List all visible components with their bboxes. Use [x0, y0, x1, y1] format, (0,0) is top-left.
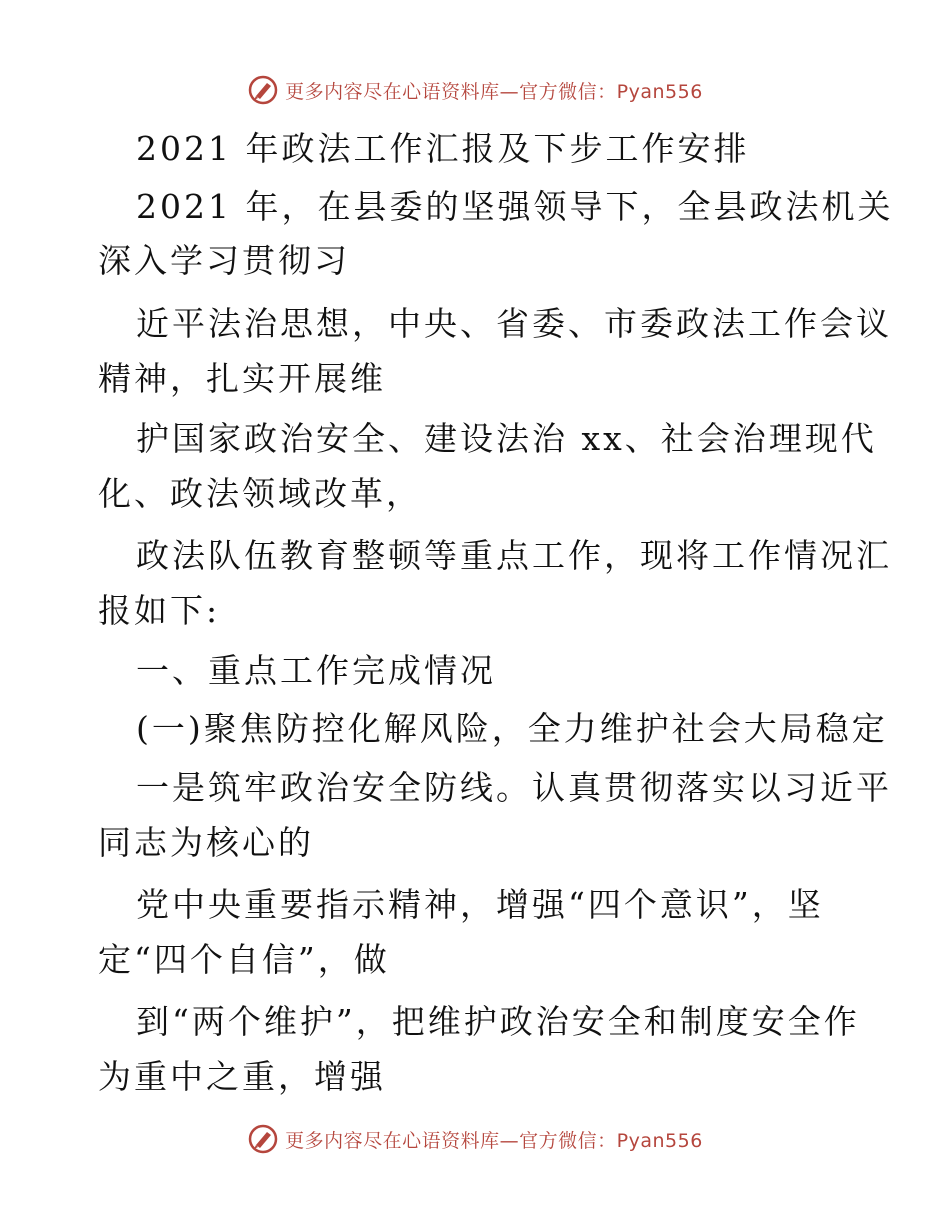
- document-title: 2021 年政法工作汇报及下步工作安排: [136, 129, 750, 168]
- paragraph-line: 定“四个自信”，做: [98, 940, 390, 979]
- paragraph-line: 政法队伍教育整顿等重点工作，现将工作情况汇: [136, 536, 892, 575]
- paragraph-line: 党中央重要指示精神，增强“四个意识”，坚: [136, 885, 824, 924]
- watermark-text: 更多内容尽在心语资料库—官方微信：Pyan556: [285, 1129, 703, 1152]
- paragraph-line: 为重中之重，增强: [98, 1057, 386, 1096]
- paragraph-line: 近平法治思想，中央、省委、市委政法工作会议: [136, 304, 892, 343]
- writing-hand-logo-icon: [247, 1123, 279, 1155]
- paragraph-line: 到“两个维护”，把维护政治安全和制度安全作: [136, 1002, 860, 1041]
- paragraph-line: 深入学习贯彻习: [98, 241, 350, 280]
- paragraph-line: 报如下:: [98, 591, 221, 630]
- paragraph-line: 精神，扎实开展维: [98, 359, 386, 398]
- paragraph-line: 同志为核心的: [98, 823, 314, 862]
- watermark-banner-top: [0, 70, 950, 110]
- subsection-heading: (一)聚焦防控化解风险，全力维护社会大局稳定: [136, 709, 888, 748]
- section-heading: 一、重点工作完成情况: [136, 651, 496, 690]
- watermark-text: 更多内容尽在心语资料库—官方微信：Pyan556: [285, 80, 703, 103]
- paragraph-line: 2021 年，在县委的坚强领导下，全县政法机关: [136, 187, 894, 226]
- writing-hand-logo-icon: [247, 74, 279, 106]
- paragraph-line: 化、政法领域改革，: [98, 474, 422, 513]
- paragraph-line: 一是筑牢政治安全防线。认真贯彻落实以习近平: [136, 768, 892, 807]
- paragraph-line: 护国家政治安全、建设法治 xx、社会治理现代: [136, 419, 877, 458]
- watermark-banner-bottom: [0, 1119, 950, 1159]
